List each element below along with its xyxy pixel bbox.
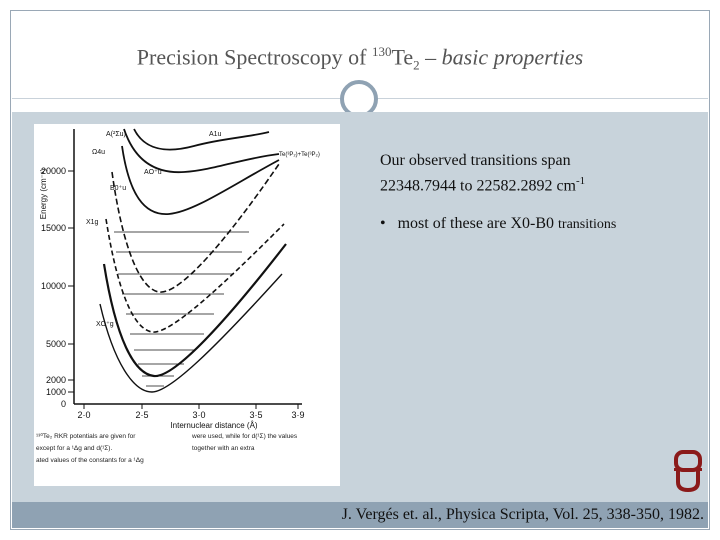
citation-text: J. Vergés et. al., Physica Scripta, Vol. 25, 338-350, 1982. xyxy=(341,506,704,523)
x-axis-label: Internuclear distance (Å) xyxy=(170,421,258,430)
bullet-text: most of these are X0-B0 xyxy=(397,215,559,232)
y-tick-0: 0 xyxy=(60,399,66,409)
y-tick-15000: 15000 xyxy=(40,223,66,233)
state-label-a1u: A1u xyxy=(209,131,222,138)
state-label-x1g: X1g xyxy=(86,219,99,226)
x-tick-3-0: 3·0 xyxy=(192,410,206,420)
transitions-line2: 22348.7944 to 22582.2892 $cm^{-1}$ xyxy=(380,175,586,195)
y-axis-label: Energy (cm⁻¹) xyxy=(39,168,48,220)
caption-right1: were used, while for d(¹Σ) the values xyxy=(192,433,298,440)
transitions-text xyxy=(380,150,585,196)
caption-line3: ated values of the constants for a ¹Δg xyxy=(36,457,144,464)
y-tick-10000: 10000 xyxy=(40,281,66,291)
ou-logo-icon xyxy=(670,448,706,494)
bullet-text-small: transitions xyxy=(558,217,617,232)
y-tick-2000: 2000 xyxy=(45,375,66,385)
state-label-b0u: B0⁺u xyxy=(110,185,127,192)
potential-curves-figure xyxy=(34,124,340,486)
x-tick-3-9: 3·9 xyxy=(291,410,305,420)
transitions-line1: Our observed transitions span xyxy=(380,152,571,169)
state-label-omega4u: Ω4u xyxy=(92,149,106,156)
potential-curves-plot xyxy=(34,124,340,486)
y-tick-20000: 20000 xyxy=(40,166,66,176)
state-label-a0u: AO⁺u xyxy=(144,169,162,176)
state-label-a2: A(²Σu) xyxy=(106,131,126,138)
x-tick-3-5: 3·5 xyxy=(249,410,263,420)
bullet-item xyxy=(380,215,616,233)
caption-right2: together with an extra xyxy=(192,445,255,452)
caption-line2: except for a ¹Δg and d(¹Σ). xyxy=(36,445,113,452)
caption-line1: ¹³⁰Te₂ RKR potentials are given for xyxy=(36,433,136,440)
x-tick-2-0: 2·0 xyxy=(77,410,91,420)
bullet-symbol: • xyxy=(380,215,386,232)
slide-title: Precision Spectroscopy of $^{130}Te_2$ – basic properties xyxy=(136,44,584,73)
x-tick-2-5: 2·5 xyxy=(135,410,149,420)
y-tick-1000: 1000 xyxy=(45,387,66,397)
state-label-asymptote: Te(³P₂)+Te(³P₂) xyxy=(279,152,320,158)
y-tick-5000: 5000 xyxy=(45,339,66,349)
state-label-x0g: XO⁺g xyxy=(96,321,114,328)
